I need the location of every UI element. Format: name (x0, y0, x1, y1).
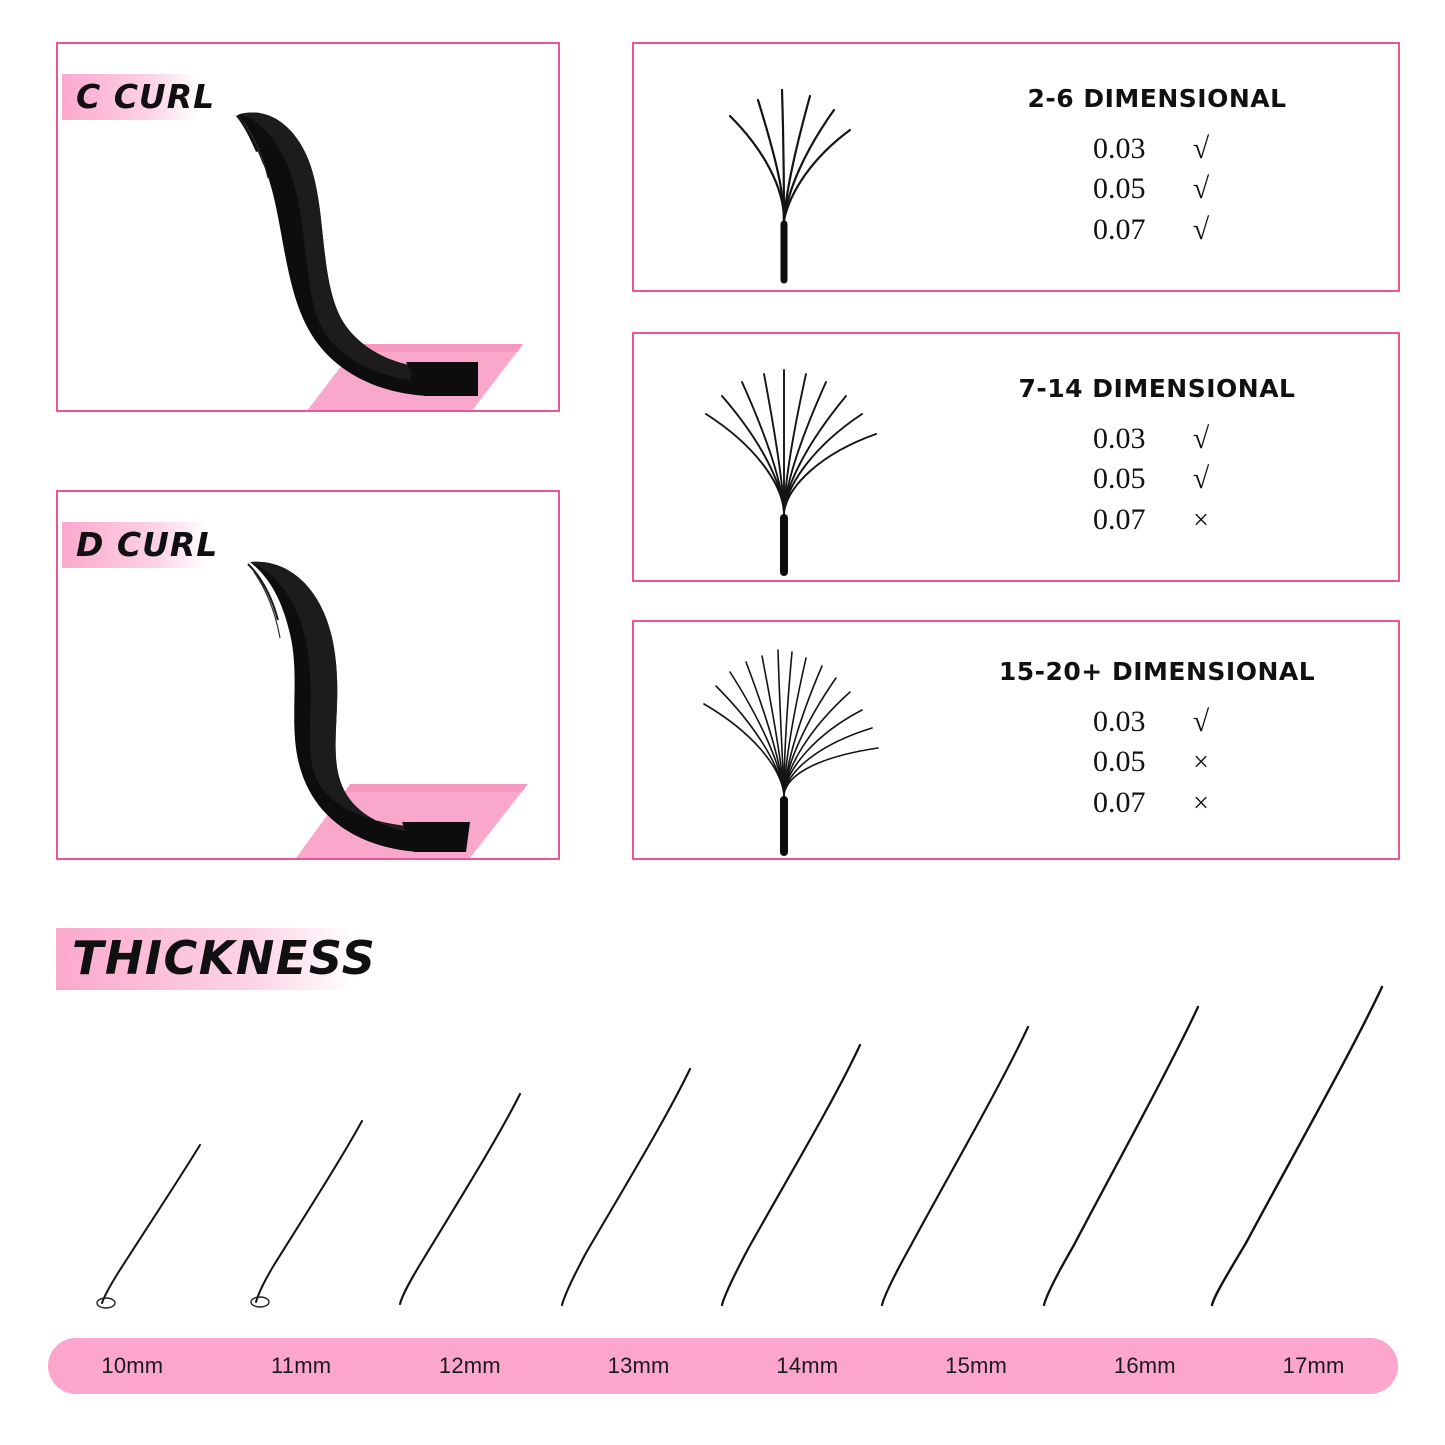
spec-size: 0.05 (1093, 462, 1146, 496)
spec-availability-mark: × (1193, 504, 1209, 536)
length-label-10mm: 10mm (101, 1353, 164, 1378)
dimension-info-2-6 (934, 84, 1398, 251)
lash-17mm (1170, 979, 1400, 1315)
c-curl-label: C CURL (76, 76, 216, 116)
fan-6-lashes (634, 44, 934, 290)
length-label-15mm: 15mm (945, 1353, 1008, 1378)
dimension-info-7-14 (934, 374, 1398, 541)
dimension-title: 7-14 DIMENSIONAL (1018, 373, 1296, 403)
spec-availability-mark: √ (1192, 704, 1210, 738)
length-label-14mm: 14mm (776, 1353, 839, 1378)
d-curl-label-tag (62, 522, 219, 568)
spec-availability-mark: × (1193, 787, 1209, 819)
spec-availability-mark: √ (1192, 131, 1210, 165)
spec-size: 0.03 (1093, 421, 1146, 455)
dimension-info-15-20 (934, 657, 1398, 824)
fan-14-lashes (634, 622, 934, 858)
lash-13mm (530, 1057, 710, 1315)
spec-row (1093, 210, 1221, 251)
lash-10mm (82, 1125, 222, 1315)
length-label-16mm: 16mm (1113, 1353, 1176, 1378)
fan-10-lashes (634, 334, 934, 580)
spec-availability-mark: √ (1192, 212, 1210, 246)
spec-row (1093, 783, 1221, 824)
length-label-bar (48, 1338, 1398, 1394)
spec-size: 0.03 (1093, 704, 1146, 738)
spec-row (1093, 500, 1221, 541)
lash-12mm (370, 1080, 540, 1315)
spec-row (1093, 702, 1221, 743)
dimension-panel-7-14 (632, 332, 1400, 582)
spec-size: 0.07 (1093, 502, 1146, 536)
d-curl-label: D CURL (76, 524, 219, 564)
spec-row (1093, 742, 1221, 783)
spec-availability-mark: √ (1192, 462, 1210, 496)
dimension-panel-2-6 (632, 42, 1400, 292)
spec-row (1093, 419, 1221, 460)
c-curl-label-tag (62, 74, 216, 120)
spec-size: 0.07 (1093, 785, 1146, 819)
spec-size: 0.07 (1093, 212, 1146, 246)
spec-row (1093, 129, 1221, 170)
spec-list (1093, 702, 1221, 824)
length-label-17mm: 17mm (1282, 1353, 1345, 1378)
spec-row (1093, 459, 1221, 500)
spec-size: 0.05 (1093, 172, 1146, 206)
spec-size: 0.03 (1093, 131, 1146, 165)
spec-list (1093, 129, 1221, 251)
dimension-title: 2-6 DIMENSIONAL (1027, 83, 1287, 113)
thickness-label: THICKNESS (72, 931, 377, 985)
spec-availability-mark: √ (1192, 421, 1210, 455)
dimension-panel-15-20 (632, 620, 1400, 860)
spec-size: 0.05 (1093, 745, 1146, 779)
length-label-12mm: 12mm (438, 1353, 501, 1378)
lash-11mm (232, 1105, 382, 1315)
dimension-title: 15-20+ DIMENSIONAL (998, 656, 1316, 686)
length-label-11mm: 11mm (270, 1353, 332, 1378)
spec-availability-mark: × (1193, 747, 1209, 779)
spec-availability-mark: √ (1192, 172, 1210, 206)
spec-row (1093, 169, 1221, 210)
spec-list (1093, 419, 1221, 541)
length-label-13mm: 13mm (607, 1353, 670, 1378)
thickness-lash-row (40, 975, 1410, 1315)
